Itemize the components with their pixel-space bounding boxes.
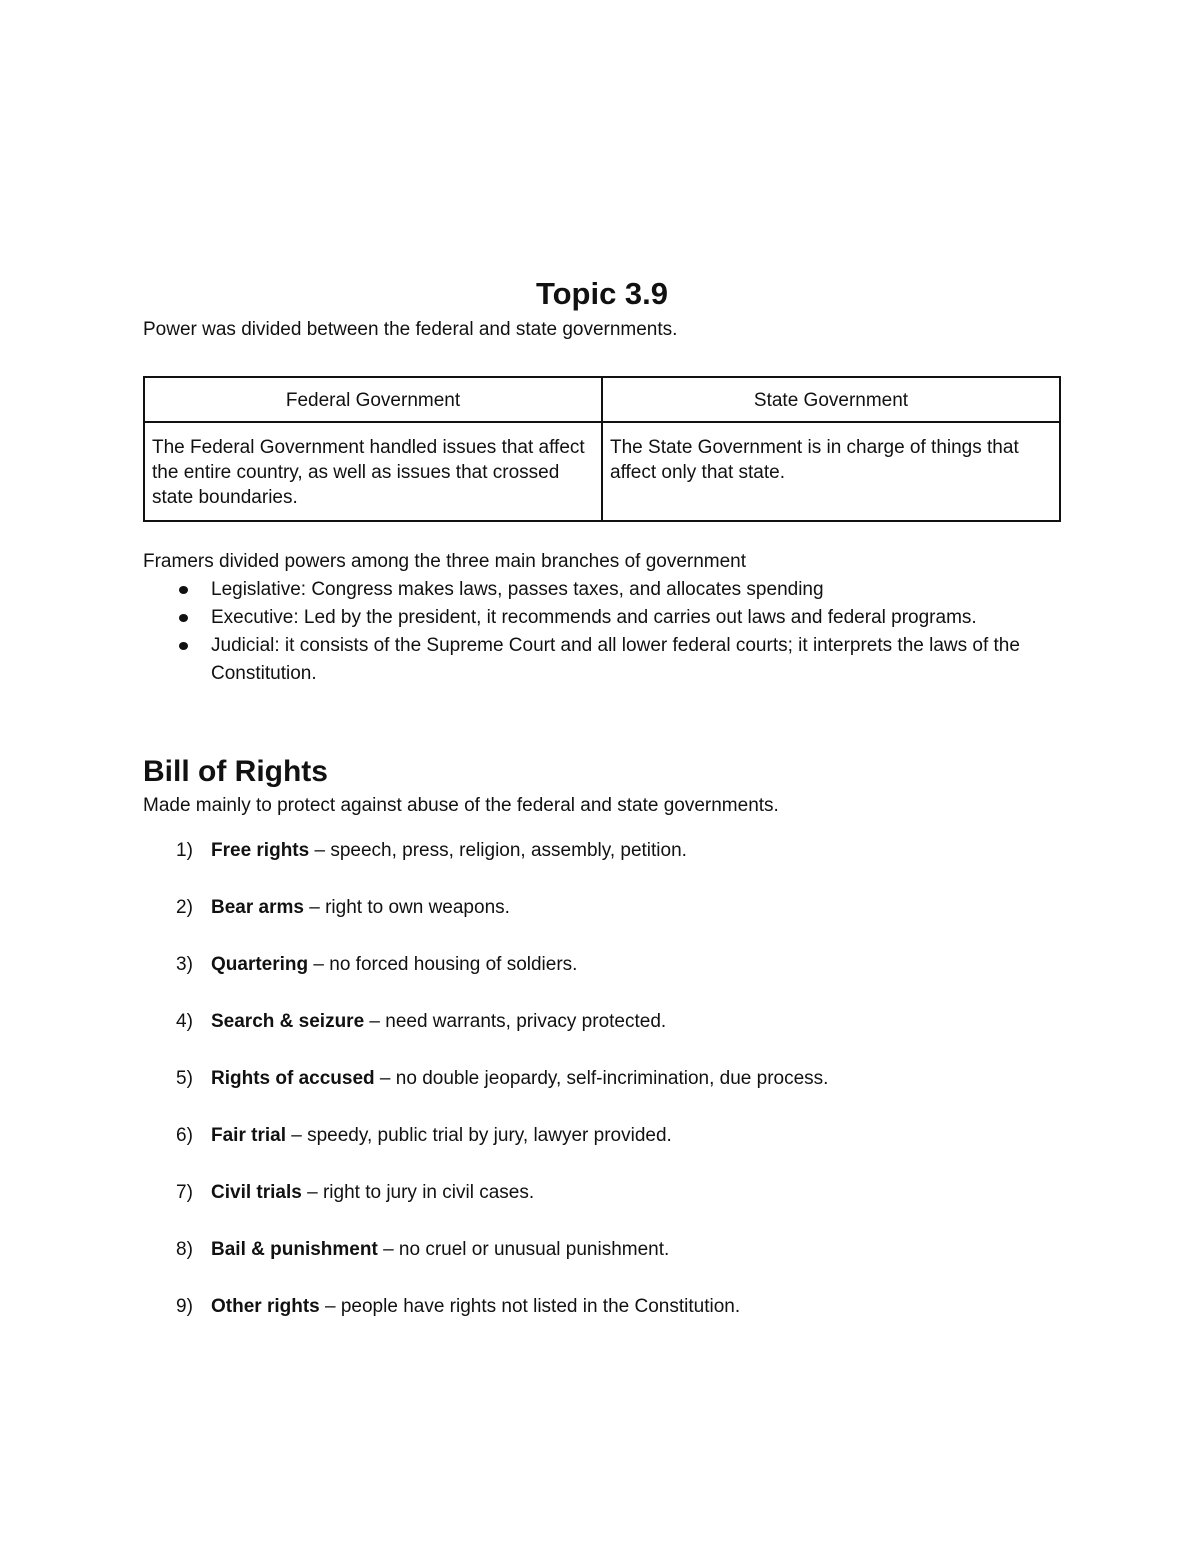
item-number: 3) <box>176 954 193 975</box>
list-item <box>143 953 1061 977</box>
item-number: 4) <box>176 1011 193 1032</box>
item-description: – need warrants, privacy protected. <box>364 1011 667 1032</box>
list-item <box>143 1295 1061 1319</box>
item-number: 2) <box>176 897 193 918</box>
item-number: 9) <box>176 1296 193 1317</box>
item-term: Search & seizure <box>211 1011 365 1032</box>
section-heading: Bill of Rights <box>143 755 328 788</box>
list-item <box>211 604 1061 632</box>
table-cell-state: The State Government is in charge of things that affect only that state. <box>602 422 1060 521</box>
item-description: – no double jeopardy, self-incrimination, due process. <box>374 1068 829 1089</box>
branch-text: Executive: Led by the president, it recommends and carries out laws and federal programs. <box>211 607 977 628</box>
item-term: Fair trial <box>211 1125 286 1146</box>
table-header-row <box>144 377 1060 422</box>
branches-intro: Framers divided powers among the three main branches of government <box>143 551 747 572</box>
item-number: 5) <box>176 1068 193 1089</box>
item-number: 8) <box>176 1239 193 1260</box>
list-item <box>143 1067 1061 1091</box>
list-item <box>143 896 1061 920</box>
item-term: Free rights <box>211 840 310 861</box>
list-item <box>143 1238 1061 1262</box>
rights-list <box>143 839 1061 1319</box>
bullet-icon <box>179 586 188 594</box>
item-term: Bail & punishment <box>211 1239 378 1260</box>
intro-text: Power was divided between the federal and state governments. <box>143 319 678 340</box>
branches-list <box>143 576 1061 688</box>
list-item <box>143 1181 1061 1205</box>
item-description: – speedy, public trial by jury, lawyer provided. <box>285 1125 672 1146</box>
table-cell-federal: The Federal Government handled issues that affect the entire country, as well as issues that crossed state boundaries. <box>144 422 602 521</box>
item-term: Rights of accused <box>211 1068 375 1089</box>
table-row <box>144 422 1060 521</box>
item-description: – right to own weapons. <box>303 897 510 918</box>
item-number: 6) <box>176 1125 193 1146</box>
item-term: Other rights <box>211 1296 320 1317</box>
table-header-federal: Federal Government <box>144 377 602 422</box>
government-table <box>143 376 1061 522</box>
item-description: – people have rights not listed in the Constitution. <box>319 1296 741 1317</box>
item-number: 7) <box>176 1182 193 1203</box>
item-term: Civil trials <box>211 1182 302 1203</box>
item-term: Quartering <box>211 954 309 975</box>
item-description: – speech, press, religion, assembly, petition. <box>309 840 687 861</box>
item-description: – no cruel or unusual punishment. <box>377 1239 670 1260</box>
branch-text: Legislative: Congress makes laws, passes taxes, and allocates spending <box>211 579 824 600</box>
page-title: Topic 3.9 <box>535 276 669 311</box>
branch-text: Judicial: it consists of the Supreme Court and all lower federal courts; it interprets the laws of the Constitution. <box>211 635 1020 684</box>
list-item <box>143 1010 1061 1034</box>
table-header-state: State Government <box>602 377 1060 422</box>
bullet-icon <box>179 642 188 650</box>
item-number: 1) <box>176 840 193 861</box>
section-intro: Made mainly to protect against abuse of the federal and state governments. <box>143 795 779 816</box>
bullet-icon <box>179 614 188 622</box>
list-item <box>211 632 1061 688</box>
document-page <box>143 270 1061 1352</box>
item-description: – no forced housing of soldiers. <box>308 954 578 975</box>
item-term: Bear arms <box>211 897 304 918</box>
list-item <box>211 576 1061 604</box>
item-description: – right to jury in civil cases. <box>301 1182 535 1203</box>
list-item <box>143 839 1061 863</box>
list-item <box>143 1124 1061 1148</box>
